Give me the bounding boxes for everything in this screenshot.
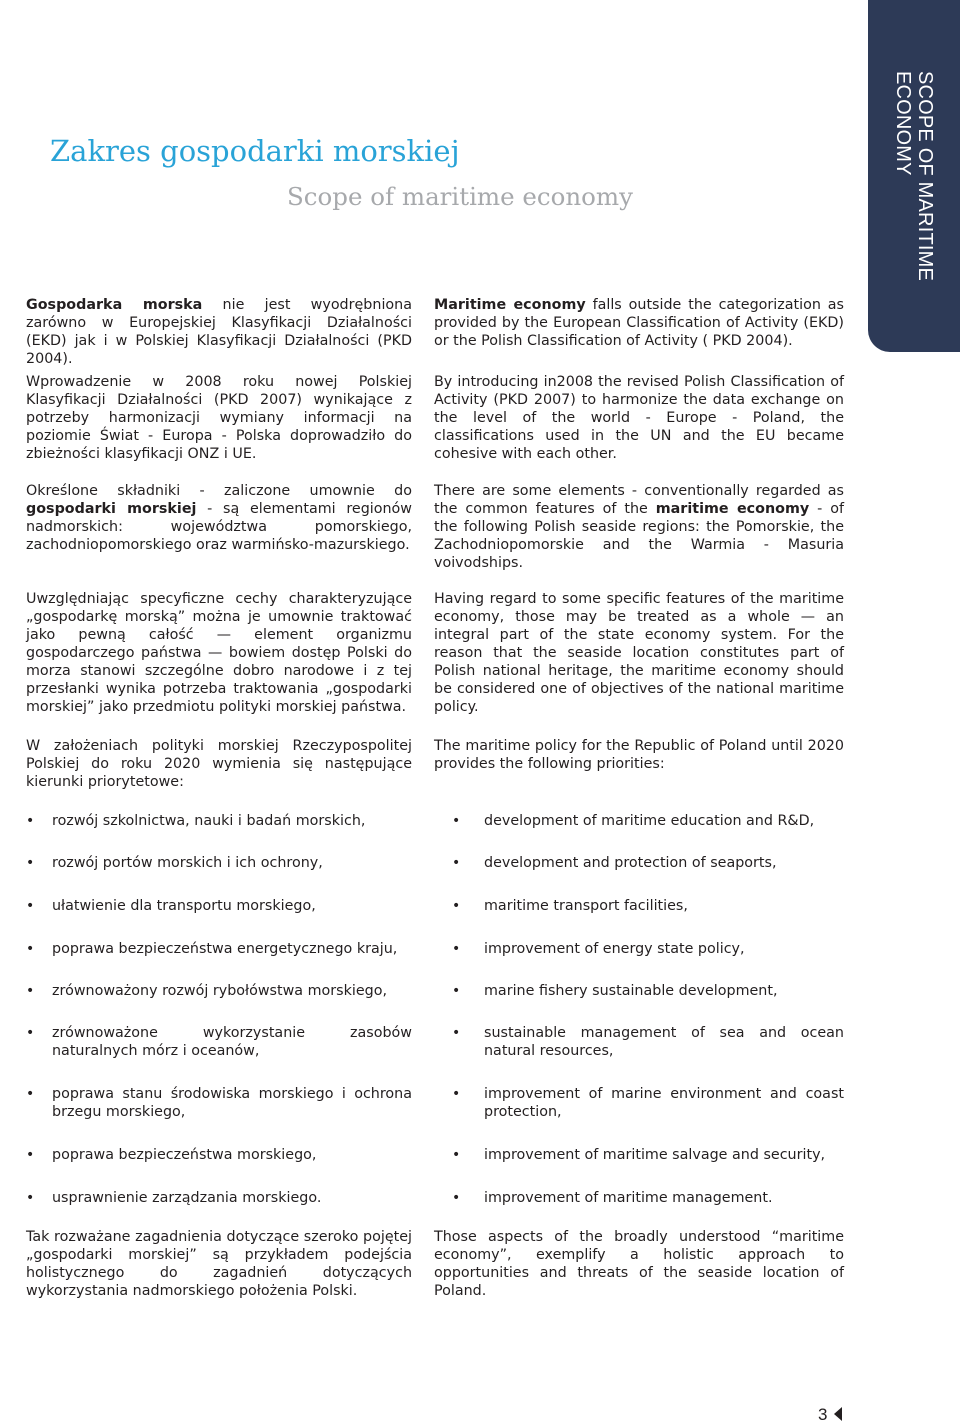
bullet: •	[26, 1086, 35, 1102]
page-arrow-icon	[834, 1407, 842, 1421]
en-paragraph-2: By introducing in2008 the revised Polish Classification of Activity (PKD 2007) to harmonize the data exchange on the level of the world - Europe - Poland, the classifications used in the UN and the EU became cohesive with each other.	[434, 374, 844, 462]
list-item: • poprawa stanu środowiska morskiego i ochrona brzegu morskiego,	[26, 1086, 412, 1120]
bullet: •	[452, 941, 461, 957]
list-item: • improvement of marine environment and coast protection,	[452, 1086, 844, 1120]
list-item: • development and protection of seaports,	[452, 855, 777, 871]
pl-paragraph-5: W założeniach polityki morskiej Rzeczypospolitej Polskiej do roku 2020 wymienia się następujące kierunki priorytetowe:	[26, 738, 412, 790]
pl-p1-bold: Gospodarka morska	[26, 297, 203, 313]
list-item: • rozwój szkolnictwa, nauki i badań morskich,	[26, 813, 366, 829]
bullet: •	[452, 855, 461, 871]
bullet: •	[26, 1025, 35, 1041]
bullet: •	[452, 1190, 461, 1206]
section-tab	[868, 0, 960, 352]
pl-p1-text: nie jest wyodrębniona zarówno w Europejskiej Klasyfikacji Działalności (EKD) jak i w Polskiej Klasyfikacji Działalności (PKD 2004).	[26, 297, 412, 367]
bullet: •	[26, 813, 35, 829]
bullet: •	[452, 983, 461, 999]
list-item: • development of maritime education and R&D,	[452, 813, 815, 829]
list-item: • rozwój portów morskich i ich ochrony,	[26, 855, 323, 871]
en-paragraph-6: Those aspects of the broadly understood “maritime economy”, exemplify a holistic approach to opportunities and threats of the seaside location of Poland.	[434, 1229, 844, 1299]
en-p3-text-a: There are some elements - conventionally regarded as the common features of the	[434, 483, 844, 517]
bullet: •	[26, 1147, 35, 1163]
list-item: • poprawa bezpieczeństwa energetycznego kraju,	[26, 941, 398, 957]
en-p3-bold: maritime economy	[655, 501, 810, 517]
en-paragraph-4: Having regard to some specific features of the maritime economy, those may be treated as a whole — an integral part of the state economy system. For the reason that the seaside location constitutes part of Polish national heritage, the maritime economy should be considered one of objectives of the national maritime policy.	[434, 591, 844, 715]
list-item: • improvement of maritime salvage and security,	[452, 1147, 826, 1163]
list-item: • maritime transport facilities,	[452, 898, 688, 914]
bullet: •	[26, 1190, 35, 1206]
bullet: •	[26, 898, 35, 914]
bullet: •	[452, 1086, 461, 1102]
list-item: • ułatwienie dla transportu morskiego,	[26, 898, 316, 914]
section-tab-label	[892, 71, 936, 281]
en-paragraph-1	[434, 296, 844, 350]
pl-paragraph-2: Wprowadzenie w 2008 roku nowej Polskiej Klasyfikacji Działalności (PKD 2007) wynikające z potrzeby harmonizacji wymiany informacji na poziomie Świat - Europa - Polska doprowadziło do zbieżności klasyfikacji ONZ i UE.	[26, 374, 412, 462]
pl-p3-text-a: Określone składniki - zaliczone umownie do	[26, 483, 412, 499]
list-item: • improvement of maritime management.	[452, 1190, 773, 1206]
pl-paragraph-4: Uwzględniając specyficzne cechy charakteryzujące „gospodarkę morską” można je umownie traktować jako pewną całość — element organizmu gospodarczego państwa — bowiem dostęp Polski do morza stanowi szczególne dobro narodowe i z tej przesłanki wynika potrzeba traktowania „gospodarki morskiej” jako przedmiotu polityki morskiej państwa.	[26, 591, 412, 715]
page-number: 3	[818, 1405, 828, 1424]
section-tab-line-1: SCOPE OF MARITIME	[914, 70, 936, 282]
bullet: •	[26, 855, 35, 871]
pl-p3-bold: gospodarki morskiej	[26, 501, 197, 517]
bullet: •	[452, 1025, 461, 1041]
pl-paragraph-3	[26, 482, 412, 554]
page-title-english: Scope of maritime economy	[287, 182, 633, 211]
list-item: • usprawnienie zarządzania morskiego.	[26, 1190, 322, 1206]
bullet: •	[452, 898, 461, 914]
en-p3-text-b: - of the following Polish seaside regions: the Pomorskie, the Zachodniopomorskie and the Warmia - Masuria voivodships.	[434, 501, 845, 571]
en-p1-text: falls outside the categorization as provided by the European Classification of Activity (EKD) or the Polish Classification of Activity ( PKD 2004).	[434, 297, 845, 349]
bullet: •	[452, 813, 461, 829]
en-paragraph-3	[434, 482, 844, 572]
bullet: •	[26, 983, 35, 999]
list-item: • improvement of energy state policy,	[452, 941, 745, 957]
pl-paragraph-1	[26, 296, 412, 368]
list-item: • zrównoważony rozwój rybołówstwa morskiego,	[26, 983, 387, 999]
bullet: •	[26, 941, 35, 957]
list-item: • sustainable management of sea and ocean natural resources,	[452, 1025, 844, 1059]
list-item: • marine fishery sustainable development,	[452, 983, 778, 999]
bullet: •	[452, 1147, 461, 1163]
page-title-polish: Zakres gospodarki morskiej	[50, 134, 460, 168]
pl-p3-text-b: - są elementami regionów nadmorskich: województwa pomorskiego, zachodniopomorskiego oraz warmińsko-mazurskiego.	[26, 501, 412, 553]
section-tab-line-2: ECONOMY	[892, 70, 914, 176]
list-item: • poprawa bezpieczeństwa morskiego,	[26, 1147, 317, 1163]
en-p1-bold: Maritime economy	[434, 297, 586, 313]
pl-paragraph-6: Tak rozważane zagadnienia dotyczące szeroko pojętej „gospodarki morskiej” są przykładem podejścia holistycznego do zagadnień dotyczących wykorzystania nadmorskiego położenia Polski.	[26, 1229, 412, 1299]
en-paragraph-5: The maritime policy for the Republic of Poland until 2020 provides the following priorities:	[434, 738, 844, 772]
list-item: • zrównoważone wykorzystanie zasobów naturalnych mórz i oceanów,	[26, 1025, 412, 1059]
